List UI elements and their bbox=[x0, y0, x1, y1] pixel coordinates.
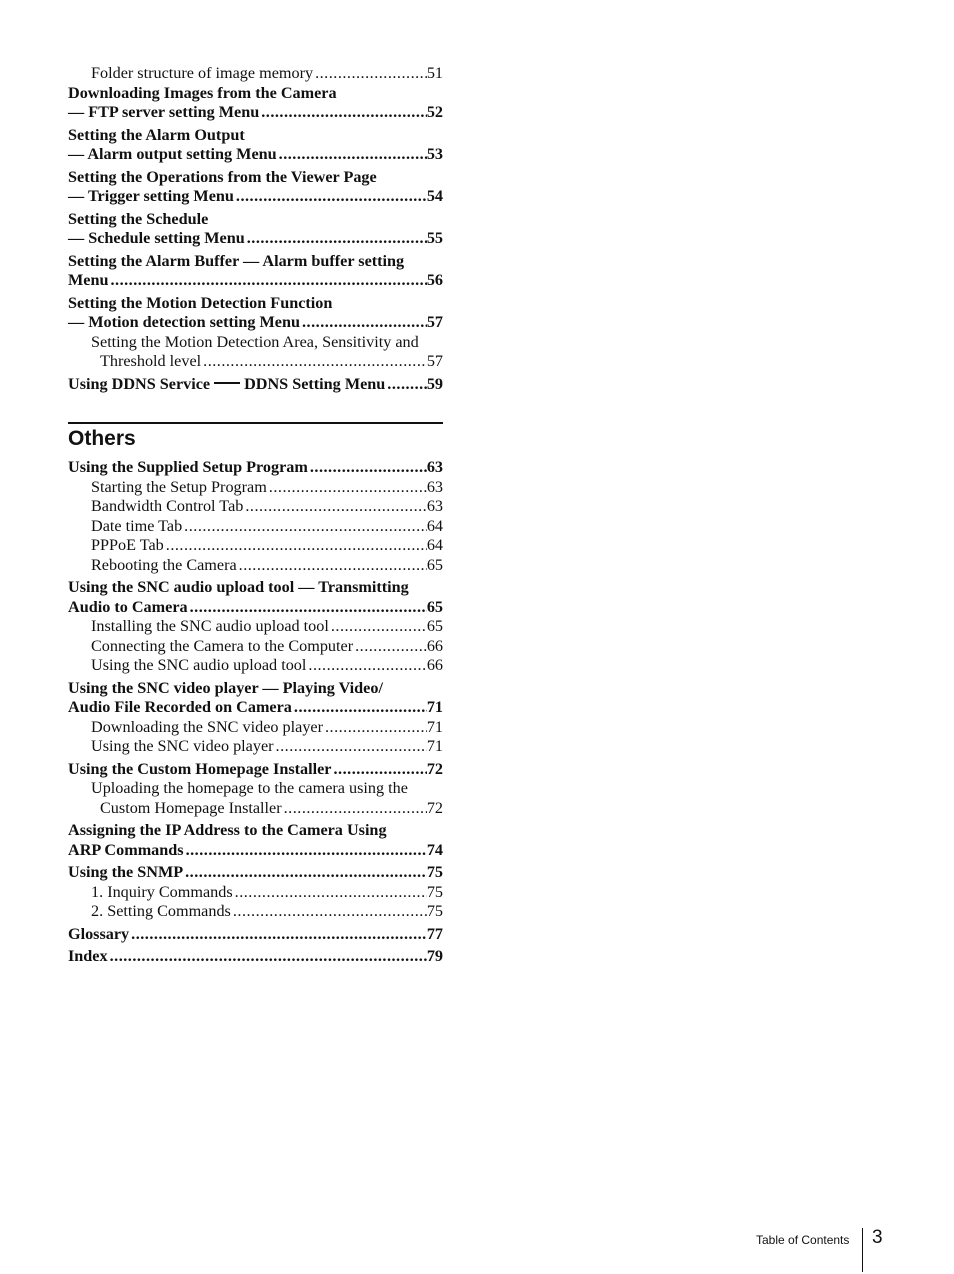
toc-entry[interactable] bbox=[68, 883, 443, 903]
toc-entry-text: 1. Inquiry Commands bbox=[91, 882, 233, 901]
toc-entry-text: Downloading Images from the Camera bbox=[68, 83, 337, 102]
toc-entry-text: Assigning the IP Address to the Camera Using bbox=[68, 821, 387, 839]
toc-entry[interactable] bbox=[68, 517, 443, 537]
footer-page-number: 3 bbox=[872, 1227, 883, 1248]
toc-entry-text: Custom Homepage Installer bbox=[100, 798, 282, 817]
toc-entry-text: 2. Setting Commands bbox=[91, 902, 231, 920]
toc-page-number: 51 bbox=[426, 64, 443, 82]
toc-entry[interactable] bbox=[68, 497, 443, 517]
toc-entry-text: DDNS Setting Menu bbox=[244, 374, 386, 393]
toc-page-number: 66 bbox=[426, 656, 443, 674]
toc-entry-text: Index bbox=[68, 947, 108, 965]
toc-entry-text: Using the SNC video player bbox=[91, 737, 274, 755]
toc-entry-text: Using the SNC audio upload tool bbox=[91, 656, 307, 674]
toc-page-number: 64 bbox=[426, 516, 443, 535]
toc-entry-text: Setting the Operations from the Viewer Page bbox=[68, 167, 377, 186]
toc-page-number: 63 bbox=[426, 497, 443, 515]
toc-entry-text: PPPoE Tab bbox=[91, 536, 164, 554]
toc-entry-text: Setting the Motion Detection Area, Sensitivity and bbox=[91, 332, 419, 351]
leader-dots bbox=[234, 187, 427, 207]
toc-entry-text: Folder structure of image memory bbox=[91, 64, 314, 82]
footer-section-label: Table of Contents bbox=[756, 1233, 850, 1247]
leader-dots bbox=[129, 925, 427, 945]
toc-entry[interactable] bbox=[68, 637, 443, 657]
toc-entry[interactable] bbox=[68, 64, 443, 84]
toc-page-number: 71 bbox=[426, 717, 443, 736]
leader-dots bbox=[308, 458, 427, 478]
toc-page-number: 57 bbox=[426, 352, 443, 370]
toc-entry-text: Bandwidth Control Tab bbox=[91, 497, 244, 515]
toc-entry[interactable] bbox=[68, 294, 443, 333]
toc-entry-text: — FTP server setting Menu bbox=[68, 103, 260, 121]
toc-entry-text: Audio File Recorded on Camera bbox=[68, 698, 292, 716]
toc-entry[interactable] bbox=[68, 718, 443, 738]
toc-page-number: 59 bbox=[426, 374, 443, 393]
toc-page-number: 75 bbox=[426, 863, 443, 881]
toc-entry-text: Setting the Alarm Buffer — Alarm buffer setting bbox=[68, 251, 405, 270]
toc-page-number: 52 bbox=[426, 103, 443, 121]
toc-page-number: 55 bbox=[426, 229, 443, 247]
toc-page-number: 71 bbox=[426, 698, 443, 716]
leader-dots bbox=[108, 271, 426, 291]
toc-entry[interactable] bbox=[68, 375, 443, 395]
toc-entry-text: Uploading the homepage to the camera using the bbox=[91, 779, 408, 797]
toc-entry-text: Glossary bbox=[68, 924, 130, 943]
toc-page-number: 75 bbox=[426, 882, 443, 901]
toc-entry[interactable] bbox=[68, 779, 443, 818]
leader-dots bbox=[183, 863, 427, 883]
toc-entry[interactable] bbox=[68, 679, 443, 718]
toc-entry[interactable] bbox=[68, 478, 443, 498]
toc-entry[interactable] bbox=[68, 821, 443, 860]
toc-page-number: 53 bbox=[426, 145, 443, 163]
toc-entry-text: Date time Tab bbox=[91, 516, 183, 535]
toc-entry[interactable] bbox=[68, 947, 443, 967]
toc-entry[interactable] bbox=[68, 737, 443, 757]
leader-dots bbox=[313, 64, 427, 84]
toc-entry-text: Using the Custom Homepage Installer bbox=[68, 759, 332, 778]
leader-dots bbox=[329, 617, 427, 637]
toc-entry[interactable] bbox=[68, 333, 443, 372]
toc-page-number: 72 bbox=[426, 798, 443, 817]
leader-dots bbox=[231, 902, 427, 922]
toc-page-number: 65 bbox=[426, 555, 443, 574]
toc-entry[interactable] bbox=[68, 252, 443, 291]
leader-dots bbox=[182, 517, 427, 537]
leader-dots bbox=[300, 313, 427, 333]
toc-entry-text: ARP Commands bbox=[68, 840, 184, 859]
toc-entry[interactable] bbox=[68, 126, 443, 165]
leader-dots bbox=[237, 556, 427, 576]
toc-page-number: 57 bbox=[426, 313, 443, 331]
leader-dots bbox=[277, 145, 427, 165]
toc-page-number: 54 bbox=[426, 187, 443, 205]
toc-page-number: 77 bbox=[426, 924, 443, 943]
toc-page-number: 66 bbox=[426, 636, 443, 655]
leader-dots bbox=[233, 883, 427, 903]
toc-entry-text: Installing the SNC audio upload tool bbox=[91, 617, 329, 635]
toc-entry-text: Downloading the SNC video player bbox=[91, 717, 323, 736]
toc-entry-text: Using the SNMP bbox=[68, 863, 184, 881]
toc-entry-text: Rebooting the Camera bbox=[91, 555, 237, 574]
leader-dots bbox=[184, 841, 427, 861]
toc-entry[interactable] bbox=[68, 578, 443, 617]
toc-entry[interactable] bbox=[68, 210, 443, 249]
toc-entry-text: — Trigger setting Menu bbox=[68, 187, 234, 205]
toc-entry-text: Using the SNC audio upload tool — Transmitting bbox=[68, 578, 409, 596]
em-dash-rule bbox=[214, 382, 240, 384]
toc-entry-text: Menu bbox=[68, 271, 109, 289]
toc-page-number: 72 bbox=[426, 759, 443, 778]
toc-entry-text: Audio to Camera bbox=[68, 597, 188, 616]
leader-dots bbox=[332, 760, 427, 780]
leader-dots bbox=[188, 598, 427, 618]
toc-entry[interactable] bbox=[68, 458, 443, 478]
toc-page-number: 56 bbox=[426, 271, 443, 289]
toc-entry[interactable] bbox=[68, 617, 443, 637]
leader-dots bbox=[292, 698, 427, 718]
table-of-contents bbox=[68, 64, 443, 967]
leader-dots bbox=[245, 229, 427, 249]
toc-entry-text: Using DDNS Service bbox=[68, 374, 211, 393]
toc-entry[interactable] bbox=[68, 925, 443, 945]
leader-dots bbox=[164, 536, 427, 556]
toc-page-number: 63 bbox=[426, 477, 443, 496]
leader-dots bbox=[323, 718, 427, 738]
toc-entry-text: Connecting the Camera to the Computer bbox=[91, 636, 354, 655]
toc-page-number: 75 bbox=[426, 902, 443, 920]
leader-dots bbox=[306, 656, 426, 676]
toc-page-number: 63 bbox=[426, 458, 443, 476]
toc-page-number: 71 bbox=[426, 737, 443, 755]
toc-entry-text: Setting the Motion Detection Function bbox=[68, 293, 333, 312]
toc-entry-text: Using the Supplied Setup Program bbox=[68, 458, 308, 476]
toc-page-number: 79 bbox=[426, 947, 443, 965]
toc-page-number: 65 bbox=[426, 597, 443, 616]
leader-dots bbox=[282, 799, 427, 819]
toc-entry-text: Threshold level bbox=[100, 352, 202, 370]
toc-entry-text: Setting the Alarm Output bbox=[68, 125, 245, 144]
toc-page-number: 64 bbox=[426, 536, 443, 554]
toc-entry[interactable] bbox=[68, 536, 443, 556]
toc-page-number: 74 bbox=[426, 840, 443, 859]
toc-entry[interactable] bbox=[68, 863, 443, 883]
toc-entry-text: Using the SNC video player — Playing Video/ bbox=[68, 678, 383, 697]
leader-dots bbox=[259, 103, 427, 123]
toc-entry-text: Setting the Schedule bbox=[68, 209, 209, 228]
leader-dots bbox=[108, 947, 427, 967]
toc-entry[interactable] bbox=[68, 556, 443, 576]
leader-dots bbox=[243, 497, 426, 517]
toc-entry[interactable] bbox=[68, 84, 443, 123]
toc-page-number: 65 bbox=[426, 617, 443, 635]
leader-dots bbox=[353, 637, 427, 657]
toc-entry-text: — Alarm output setting Menu bbox=[68, 145, 277, 163]
leader-dots bbox=[274, 737, 427, 757]
toc-entry-text: Starting the Setup Program bbox=[91, 477, 267, 496]
toc-entry[interactable] bbox=[68, 760, 443, 780]
footer-divider bbox=[862, 1228, 863, 1272]
toc-entry[interactable] bbox=[68, 168, 443, 207]
toc-entry-text: — Schedule setting Menu bbox=[68, 229, 245, 247]
leader-dots bbox=[201, 352, 427, 372]
section-heading-others: Others bbox=[68, 422, 443, 452]
toc-entry[interactable] bbox=[68, 902, 443, 922]
leader-dots bbox=[385, 375, 427, 395]
leader-dots bbox=[267, 478, 427, 498]
toc-entry[interactable] bbox=[68, 656, 443, 676]
toc-entry-text: — Motion detection setting Menu bbox=[68, 313, 300, 331]
